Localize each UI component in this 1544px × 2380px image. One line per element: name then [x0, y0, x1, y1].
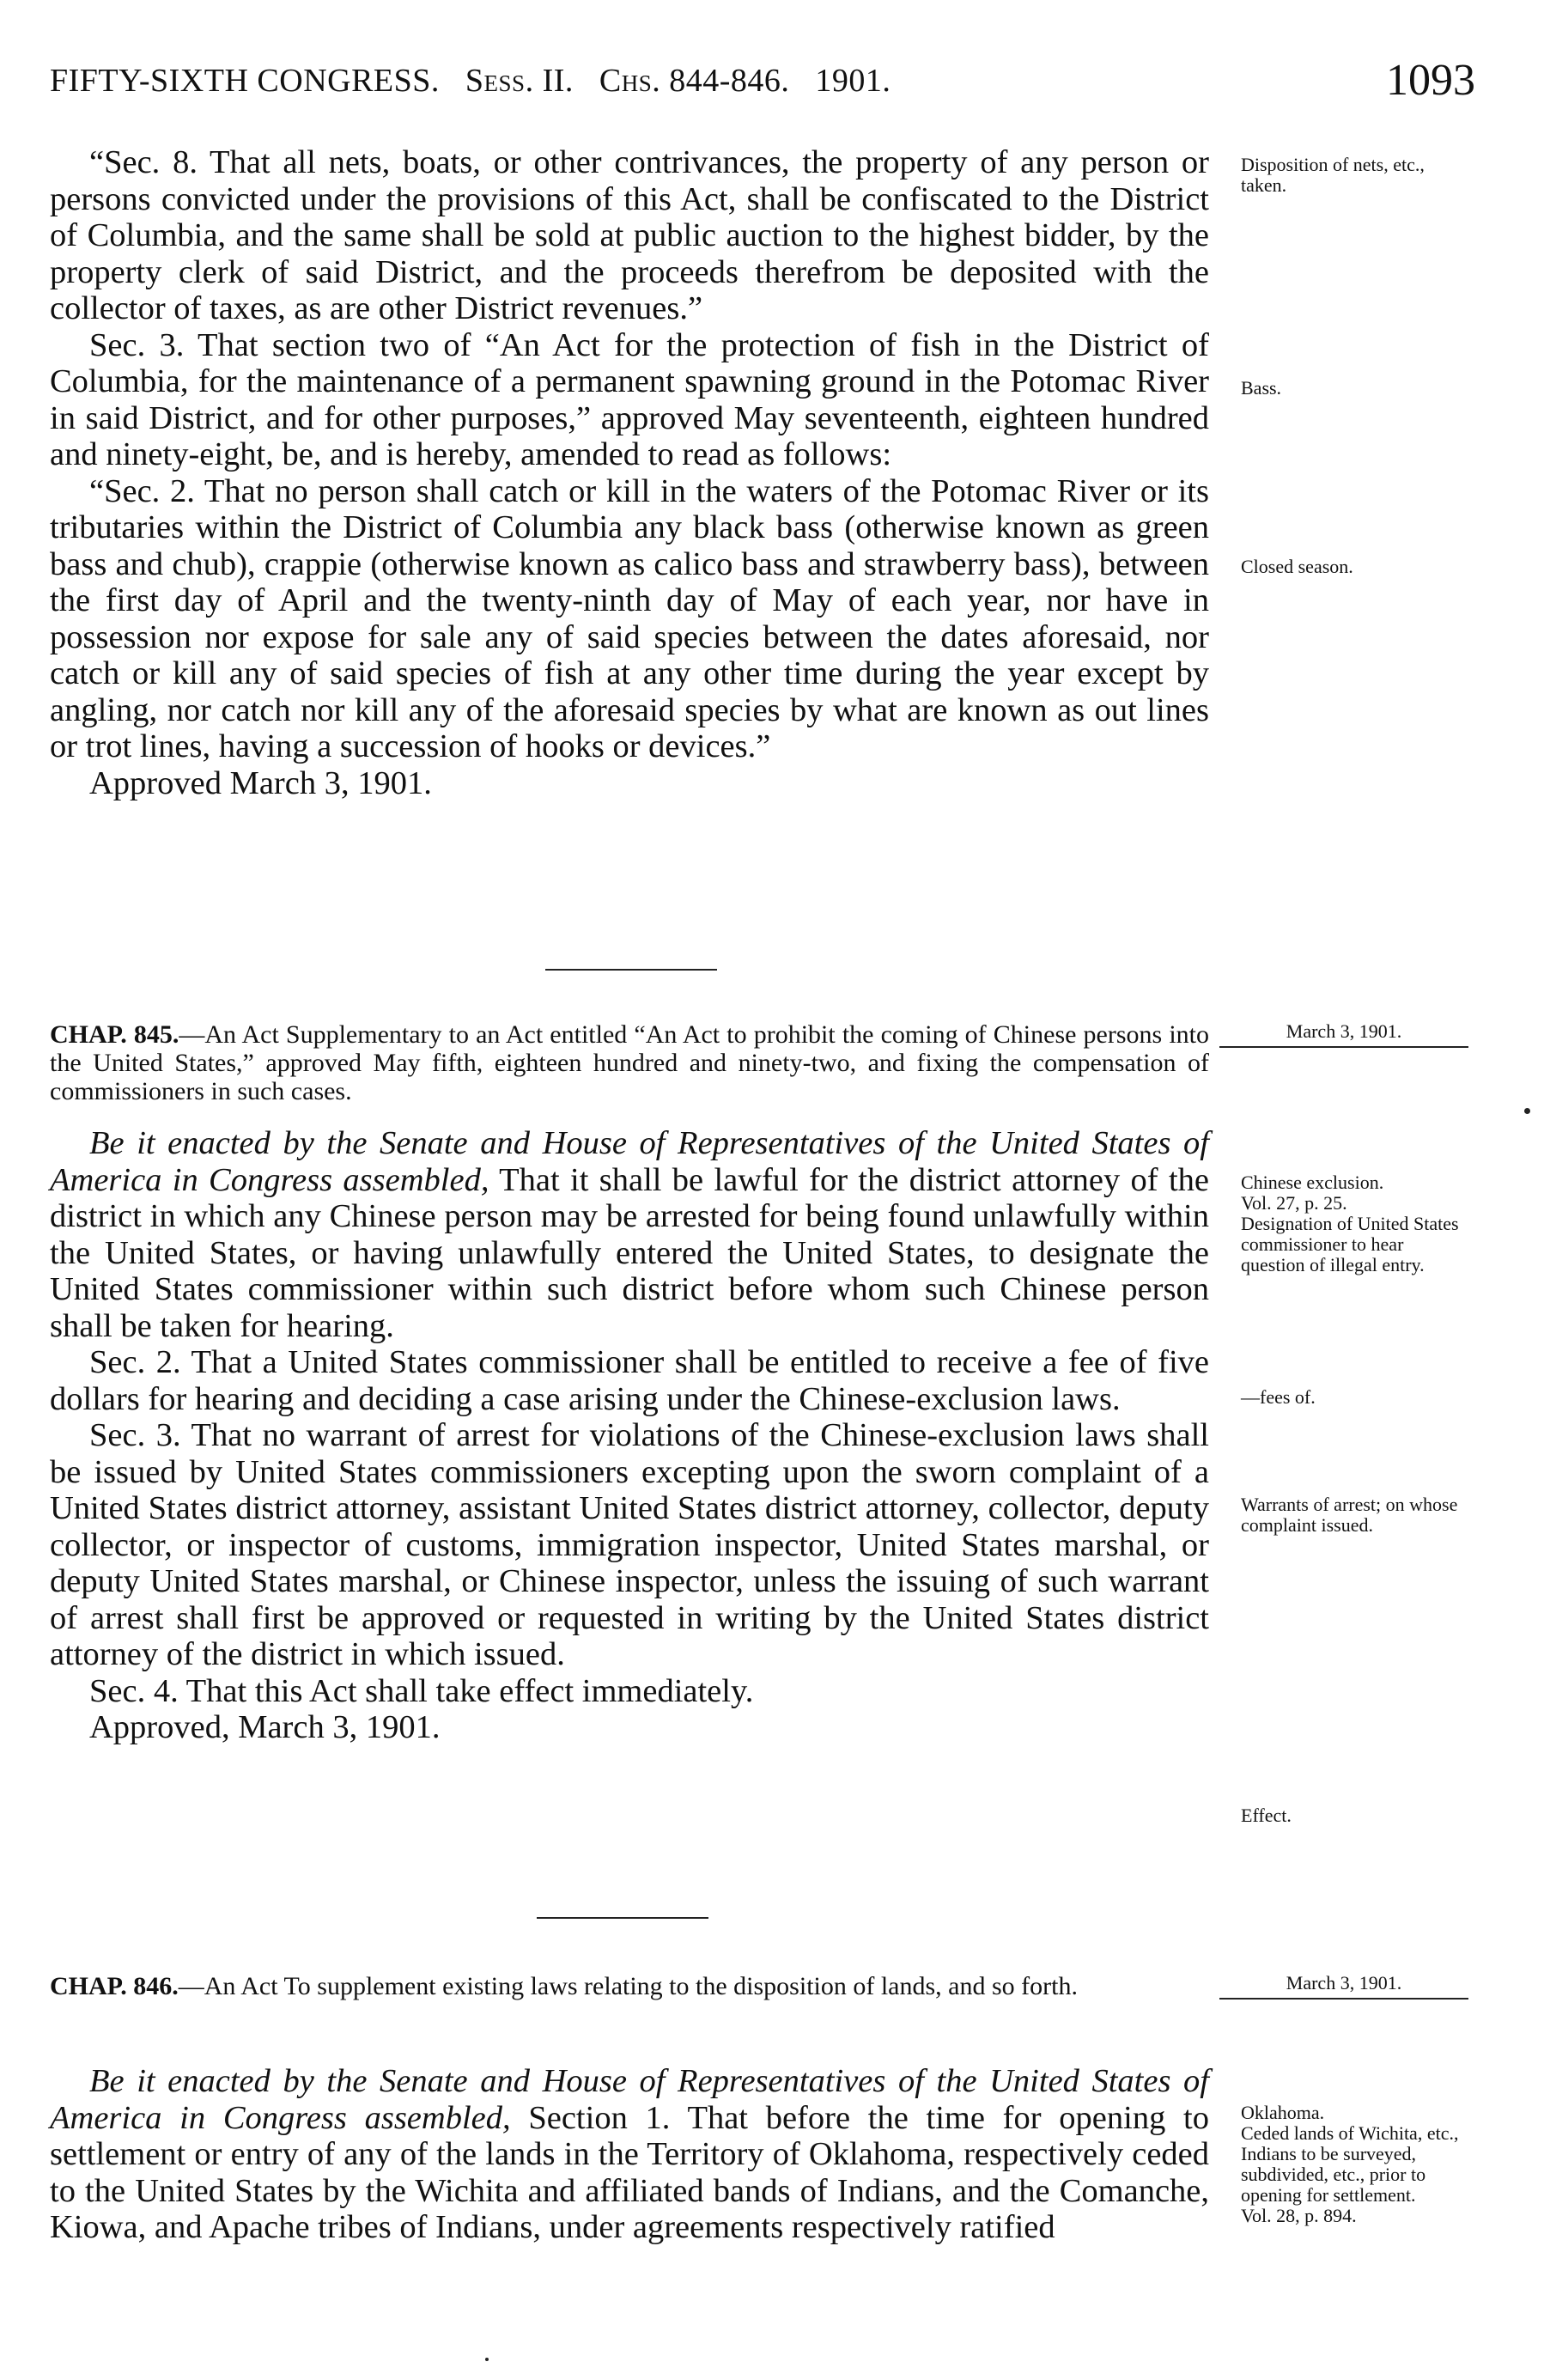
- sidenote-oklahoma: [1241, 2103, 1464, 2226]
- chap-846-label: CHAP. 846.: [50, 1972, 179, 2000]
- sidenote-effect: Effect.: [1241, 1805, 1292, 1826]
- chap-845-enacting-clause: [50, 1125, 1209, 1344]
- sec-8-paragraph: “Sec. 8. That all nets, boats, or other contrivances, the property of any person or persons convicted under the provisions of this Act, shall be confiscated to the District of Columbia, and the same shall be sold at public auction to the highest bidder, by the property clerk of said District, and the proceeds therefrom be deposited with the collector of taxes, as are other District revenues.”: [50, 144, 1209, 326]
- chap-845-sec-4: Sec. 4. That this Act shall take effect immediately.: [89, 1672, 754, 1709]
- margin-dot: [1524, 1108, 1530, 1114]
- sidenote-fees: —fees of.: [1241, 1386, 1316, 1408]
- chap-846-enact-italic: Be it enacted by the Senate and House of Representatives of the United States of America in Congress assembled,: [50, 2063, 1209, 2136]
- chap-845-label: CHAP. 845.: [50, 1020, 179, 1049]
- chap-846-title: —An Act To supplement existing laws relating to the disposition of lands, and so forth.: [178, 1972, 1078, 2000]
- chap-845-date: March 3, 1901.: [1219, 1020, 1468, 1048]
- chap-845-title: —An Act Supplementary to an Act entitled “An Act to prohibit the coming of Chinese persons into the United States,” approved May fifth, eighteen hundred and ninety-two, and fixing the compensation of commissioners in such cases.: [50, 1020, 1209, 1105]
- chap-846-enacting-clause: [50, 2063, 1209, 2246]
- chap-846-date: March 3, 1901.: [1219, 1972, 1468, 2000]
- section-divider-2: [537, 1917, 708, 1919]
- chap-845-sec-3: Sec. 3. That no warrant of arrest for violations of the Chinese-exclusion laws shall be issued by United States commissioners excepting upon the sworn complaint of a United States district attorney, assistant United States district attorney, collector, deputy collector, or inspector of customs, immigration inspector, United States marshal, or deputy United States marshal, or Chinese inspector, unless the issuing of such warrant of arrest shall first be approved or requested in writing by the United States district attorney of the district in which issued.: [50, 1417, 1209, 1672]
- running-header: [50, 56, 1475, 113]
- sidenote-vol-27: Vol. 27, p. 25.: [1241, 1192, 1347, 1214]
- chap-845-sec-1: That it shall be lawful for the district attorney of the district in which any Chinese person may be arrested for being found unlawfully within the United States, or having unlawfully entered the United States, to designate the United States commissioner within such district before whom such Chinese person shall be taken for hearing.: [50, 1161, 1209, 1344]
- chap-846-sec-1: Section 1. That before the time for opening to settlement or entry of any of the lands in the Territory of Oklahoma, respectively ceded to the United States by the Wichita and affiliated bands of Indians, and the Comanche, Kiowa, and Apache tribes of Indians, under agreements respectively ratified: [50, 2099, 1209, 2245]
- sidenote-designation: Designation of United States commissioner to hear question of illegal entry.: [1241, 1213, 1459, 1275]
- chap-846-body: [50, 2063, 1209, 2246]
- approved-line-a: Approved March 3, 1901.: [89, 764, 432, 801]
- header-congress: FIFTY-SIXTH CONGRESS.: [50, 63, 440, 99]
- sec-2-paragraph: “Sec. 2. That no person shall catch or kill in the waters of the Potomac River or its tributaries within the District of Columbia any black bass (otherwise known as green bass and chub), crappie (otherwise known as calico bass and strawberry bass), between the first day of April and the twenty-ninth day of May of each year, nor have in possession nor expose for sale any of said species between the dates aforesaid, nor catch or kill any of said species of fish at any other time during the year except by angling, nor catch nor kill any of the aforesaid species by what are known as out lines or trot lines, having a succession of hooks or devices.”: [50, 472, 1209, 764]
- chap-846-heading: [50, 1972, 1209, 2000]
- chap-845-sec-2: Sec. 2. That a United States commissioner shall be entitled to receive a fee of five dollars for hearing and deciding a case arising under the Chinese-exclusion laws.: [50, 1344, 1209, 1417]
- sec-3-paragraph: Sec. 3. That section two of “An Act for the protection of fish in the District of Columbia, for the maintenance of a permanent spawning ground in the Potomac River in said District, and for other purposes,” approved May seventeenth, eighteen hundred and ninety-eight, be, and is hereby, amended to read as follows:: [50, 326, 1209, 472]
- section-divider: [545, 969, 717, 971]
- sidenote-chinese-exclusion-title: Chinese exclusion.: [1241, 1172, 1384, 1193]
- header-chapters: Chs. 844-846.: [599, 63, 790, 99]
- approved-line-845: Approved, March 3, 1901.: [89, 1709, 441, 1745]
- chap-845-body: [50, 1125, 1209, 1746]
- sidenote-oklahoma-title: Oklahoma.: [1241, 2102, 1325, 2123]
- section-a-body: [50, 144, 1209, 801]
- sidenote-warrants: Warrants of arrest; on whose complaint issued.: [1241, 1494, 1458, 1536]
- sidenote-disposition: Disposition of nets, etc., taken.: [1241, 154, 1425, 196]
- page-number: 1093: [1386, 56, 1475, 105]
- header-session: Sess. II.: [465, 63, 574, 99]
- sidenote-closed-season: Closed season.: [1241, 556, 1353, 577]
- header-year: 1901.: [815, 63, 891, 99]
- page-speck: [485, 2358, 489, 2361]
- header-left: [50, 62, 891, 100]
- sidenote-ceded-lands: Ceded lands of Wichita, etc., Indians to be surveyed, subdivided, etc., prior to opening for settlement.: [1241, 2122, 1459, 2206]
- chap-845-heading: [50, 1020, 1209, 1105]
- sidenote-vol-28: Vol. 28, p. 894.: [1241, 2205, 1357, 2226]
- sidenote-bass: Bass.: [1241, 377, 1282, 399]
- sidenote-chinese-exclusion: [1241, 1172, 1464, 1275]
- chap-845-enact-italic: Be it enacted by the Senate and House of Representatives of the United States of America in Congress assembled,: [50, 1125, 1209, 1198]
